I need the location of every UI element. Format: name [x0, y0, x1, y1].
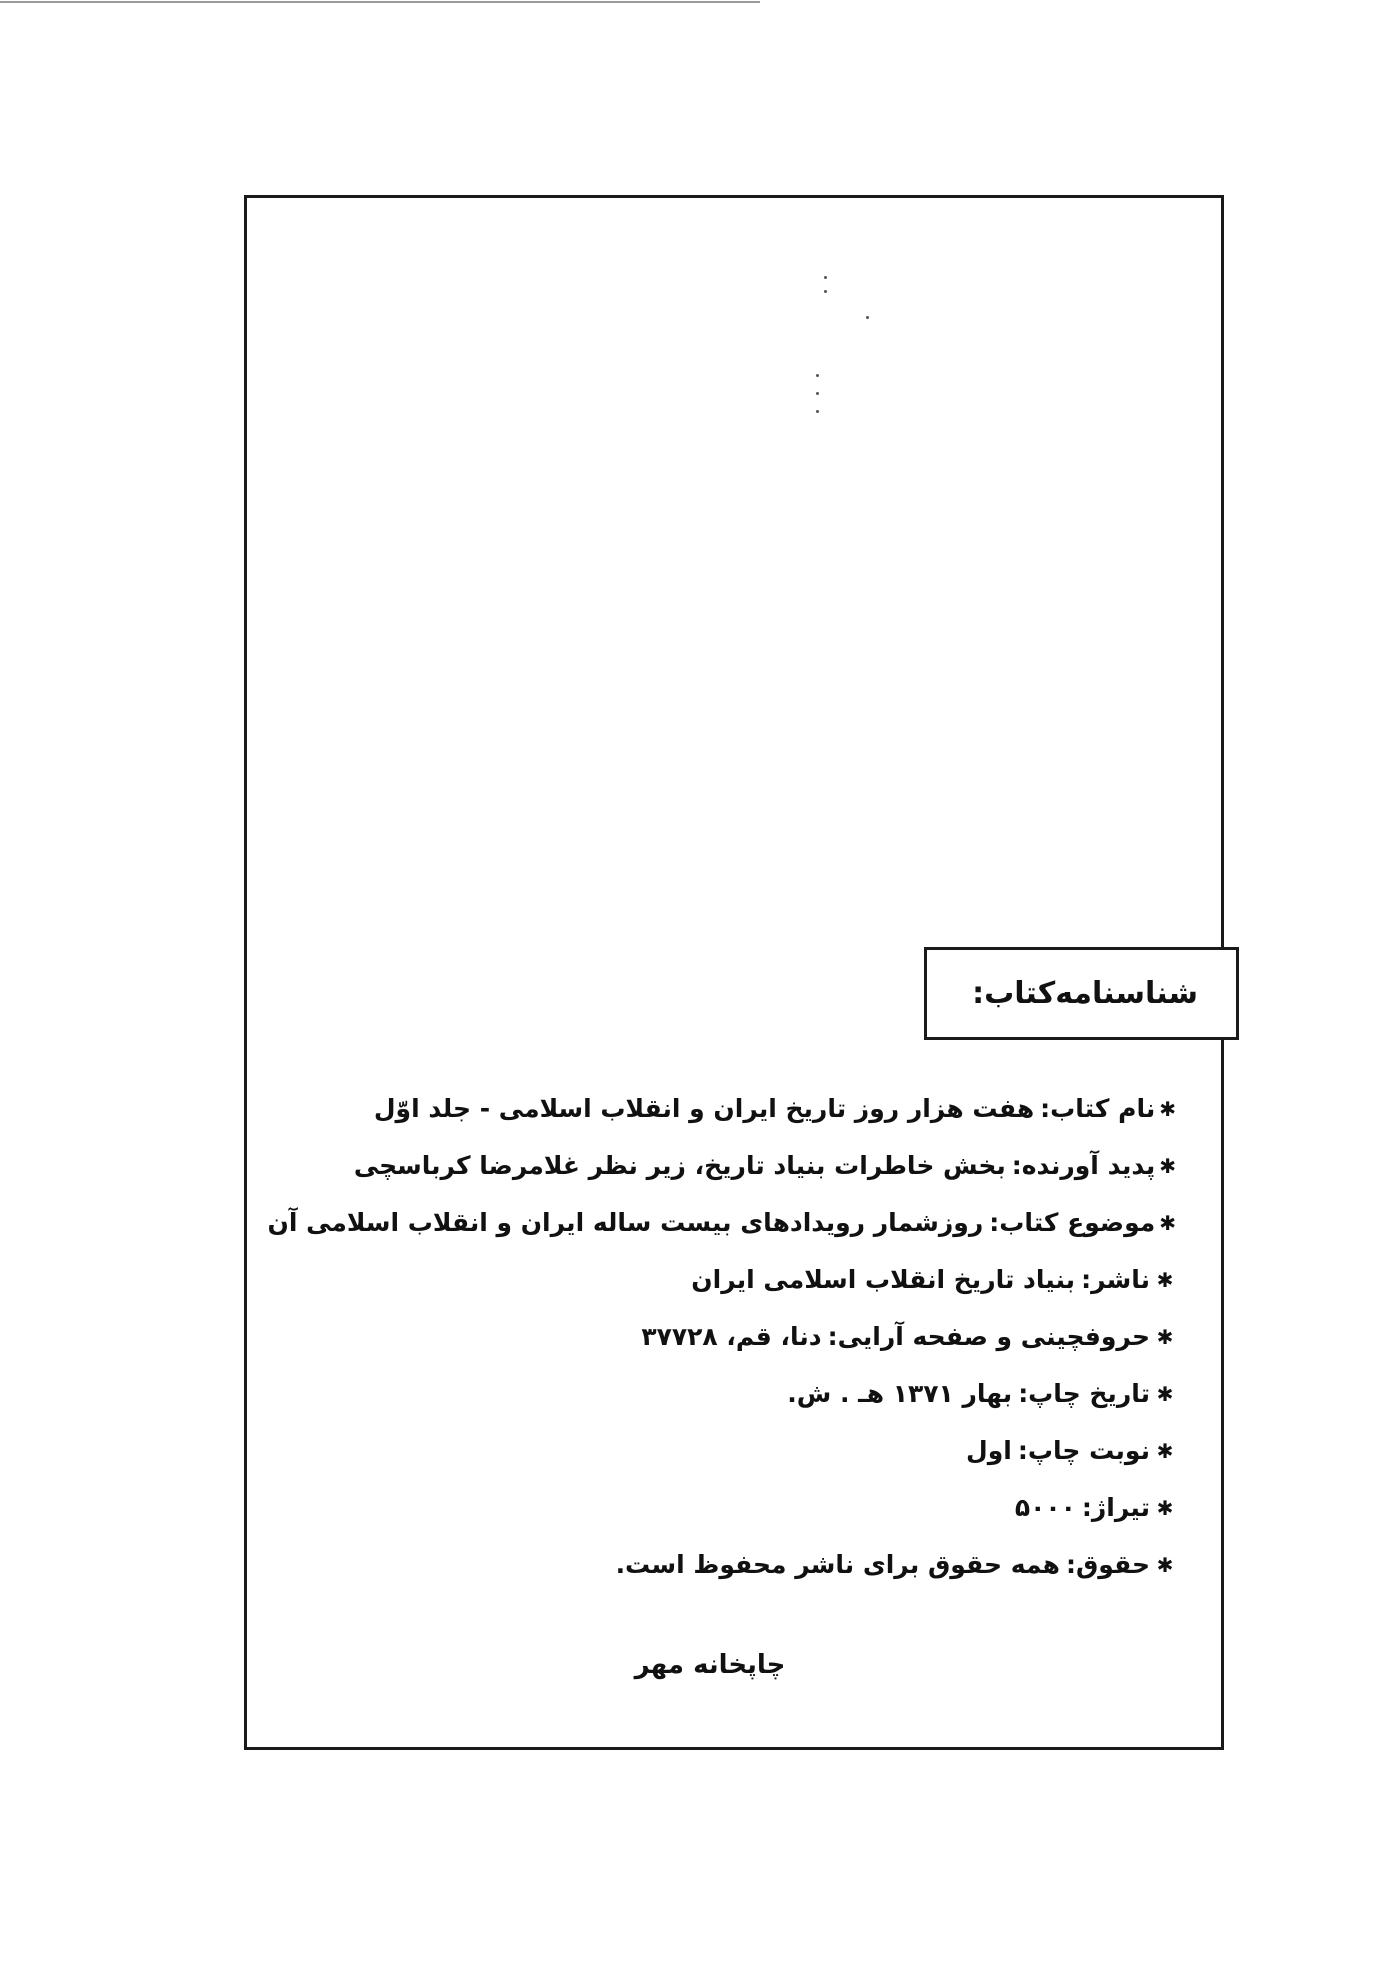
entry-value: دنا، قم، ۳۷۷۲۸ — [641, 1322, 822, 1351]
book-identity-heading-box — [924, 947, 1239, 1040]
author-entry — [353, 1137, 1176, 1194]
entry-label: تاریخ چاپ: — [1018, 1379, 1150, 1408]
entry-label: نوبت چاپ: — [1017, 1436, 1150, 1465]
book-details-list — [267, 1080, 1176, 1593]
asterisk-bullet-icon: ✱ — [1156, 1324, 1174, 1349]
entry-value: ۵۰۰۰ — [1014, 1493, 1076, 1522]
entry-value: اول — [966, 1436, 1012, 1465]
circulation-entry — [416, 1479, 1176, 1536]
scan-speck — [816, 392, 819, 395]
scan-speck — [866, 316, 869, 319]
entry-value: هفت هزار روز تاریخ ایران و انقلاب اسلامی - جلد اوّل — [373, 1094, 1035, 1123]
entry-value: روزشمار رویدادهای بیست ساله ایران و انقلاب اسلامی آن — [267, 1208, 984, 1237]
book-identity-heading: شناسنامه‌کتاب: — [972, 976, 1198, 1011]
scan-speck — [816, 374, 819, 377]
subject-entry — [267, 1194, 1176, 1251]
asterisk-bullet-icon: ✱ — [1156, 1438, 1174, 1463]
publisher-entry — [416, 1251, 1176, 1308]
scan-speck — [824, 290, 827, 293]
asterisk-bullet-icon: ✱ — [1159, 1210, 1176, 1235]
rights-entry — [416, 1536, 1176, 1593]
entry-label: حروفچینی و صفحه آرایی: — [827, 1322, 1150, 1351]
asterisk-bullet-icon: ✱ — [1156, 1552, 1174, 1577]
entry-label: پدید آورنده: — [1011, 1151, 1156, 1180]
book-title-entry — [373, 1080, 1176, 1137]
asterisk-bullet-icon: ✱ — [1156, 1267, 1174, 1292]
scan-speck — [816, 410, 819, 413]
asterisk-bullet-icon: ✱ — [1159, 1096, 1176, 1121]
entry-label: ناشر: — [1081, 1265, 1150, 1294]
entry-value: بهار ۱۳۷۱ هـ . ش. — [787, 1379, 1013, 1408]
scan-top-rule — [0, 1, 760, 3]
entry-value: بنیاد تاریخ انقلاب اسلامی ایران — [691, 1265, 1076, 1294]
scan-speck — [824, 276, 827, 279]
print-date-entry — [416, 1365, 1176, 1422]
printing-house: چاپخانه مهر — [634, 1650, 786, 1680]
edition-entry — [416, 1422, 1176, 1479]
typesetting-entry — [416, 1308, 1176, 1365]
entry-label: موضوع کتاب: — [989, 1208, 1156, 1237]
entry-label: تیراژ: — [1081, 1493, 1150, 1522]
asterisk-bullet-icon: ✱ — [1156, 1381, 1174, 1406]
entry-label: نام کتاب: — [1040, 1094, 1156, 1123]
asterisk-bullet-icon: ✱ — [1156, 1495, 1174, 1520]
entry-label: حقوق: — [1065, 1550, 1150, 1579]
asterisk-bullet-icon: ✱ — [1159, 1153, 1176, 1178]
entry-value: بخش خاطرات بنیاد تاریخ، زیر نظر غلامرضا کرباسچی — [353, 1151, 1006, 1180]
entry-value: همه حقوق برای ناشر محفوظ است. — [615, 1550, 1060, 1579]
